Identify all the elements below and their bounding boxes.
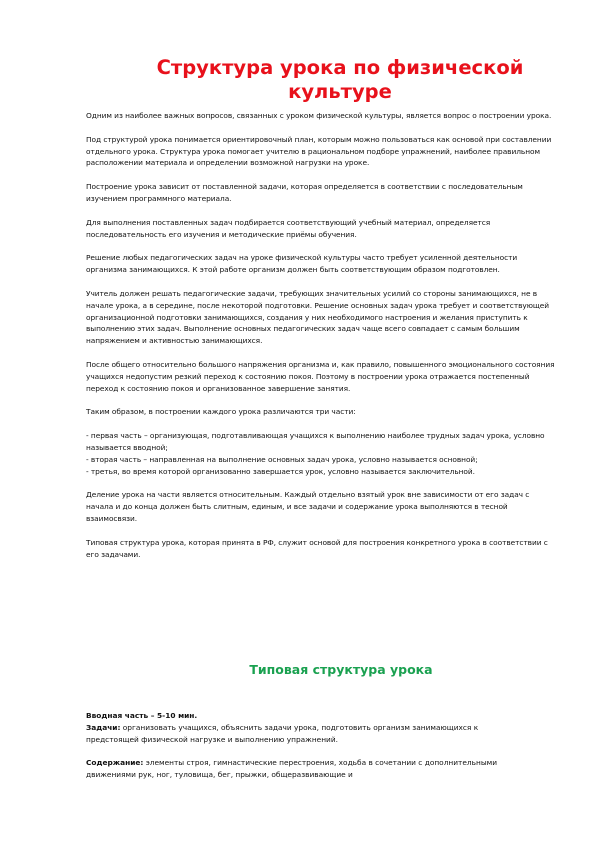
paragraph: Одним из наиболее важных вопросов, связанных с уроком физической культуры, является вопрос о построении урока. <box>86 111 552 120</box>
intro-part-content <box>86 757 526 781</box>
paragraph: Для выполнения поставленных задач подбирается соответствующий учебный материал, определяется последовательность его изучения и методические приёмы обучения. <box>86 217 491 239</box>
paragraph: Решение любых педагогических задач на уроке физической культуры часто требует усиленной деятельности организма занимающихся. К этой работе организм должен быть соответствующим образом подготовлен. <box>86 253 518 275</box>
list-item: - первая часть – организующая, подготавливающая учащихся к выполнению наиболее трудных задач урока, условно называется вводной; <box>86 431 545 452</box>
intro-part-tasks <box>86 722 526 746</box>
content-label: Содержание: <box>86 758 144 768</box>
intro-part-section <box>86 710 526 781</box>
content-text: элементы строя, гимнастические перестроения, ходьба в сочетании с дополнительными движениями рук, ног, туловища, бег, прыжки, общеразвивающие и <box>86 758 498 780</box>
section-subtitle: Типовая структура урока <box>249 662 433 677</box>
intro-part-heading <box>86 710 526 722</box>
document-body <box>86 110 556 572</box>
page-title: Структура урока по физической культуре <box>156 56 524 103</box>
paragraph: Учитель должен решать педагогические задачи, требующих значительных усилий со стороны занимающихся, не в начале урока, а в середине, после некоторой подготовки. Решение основных задач урока требует и соответствующей организационной подготовки занимающихся, создания у них необходимого настроения и желания приступить к выполнению этих задач. Выполнение основных педагогических задач чаще всего совпадает с самым большим напряжением и активностью занимающихся. <box>86 288 550 346</box>
list-item: - третья, во время которой организованно завершается урок, условно называется заключительной. <box>86 466 475 476</box>
paragraph: Типовая структура урока, которая принята в РФ, служит основой для построения конкретного урока в соответствии с его задачами. <box>86 537 548 559</box>
tasks-label: Задачи: <box>86 722 121 732</box>
intro-part-heading-text: Вводная часть – 5-10 мин. <box>86 711 198 720</box>
lesson-parts-list <box>86 430 556 477</box>
tasks-text: организовать учащихся, объяснить задачи урока, подготовить организм занимающихся к предстоящей физической нагрузке и выполнению упражнений. <box>86 722 479 744</box>
paragraph: Под структурой урока понимается ориентировочный план, которым можно пользоваться как основой при составлении отдельного урока. Структура урока помогает учителю в рациональном подборе упражнений, наиболее правильном расположении материала и определении возможной нагрузки на уроке. <box>86 134 552 168</box>
paragraph: Таким образом, в построении каждого урока различаются три части: <box>86 407 356 417</box>
paragraph: После общего относительно большого напряжения организма и, как правило, повышенного эмоционального состояния учащихся недопустим резкий переход к состоянию покоя. Поэтому в построении урока отражается постепенный переход к состоянию покоя и организованное завершение занятия. <box>86 359 555 393</box>
paragraph: Построение урока зависит от поставленной задачи, которая определяется в соответствии с последовательным изучением программного материала. <box>86 182 523 203</box>
paragraph: Деление урока на части является относительным. Каждый отдельно взятый урок вне зависимости от его задач с начала и до конца должен быть слитным, единым, и все задачи и содержание урока выполняются в тесной взаимосвязи. <box>86 490 530 523</box>
list-item: - вторая часть – направленная на выполнение основных задач урока, условно называется основной; <box>86 454 478 464</box>
